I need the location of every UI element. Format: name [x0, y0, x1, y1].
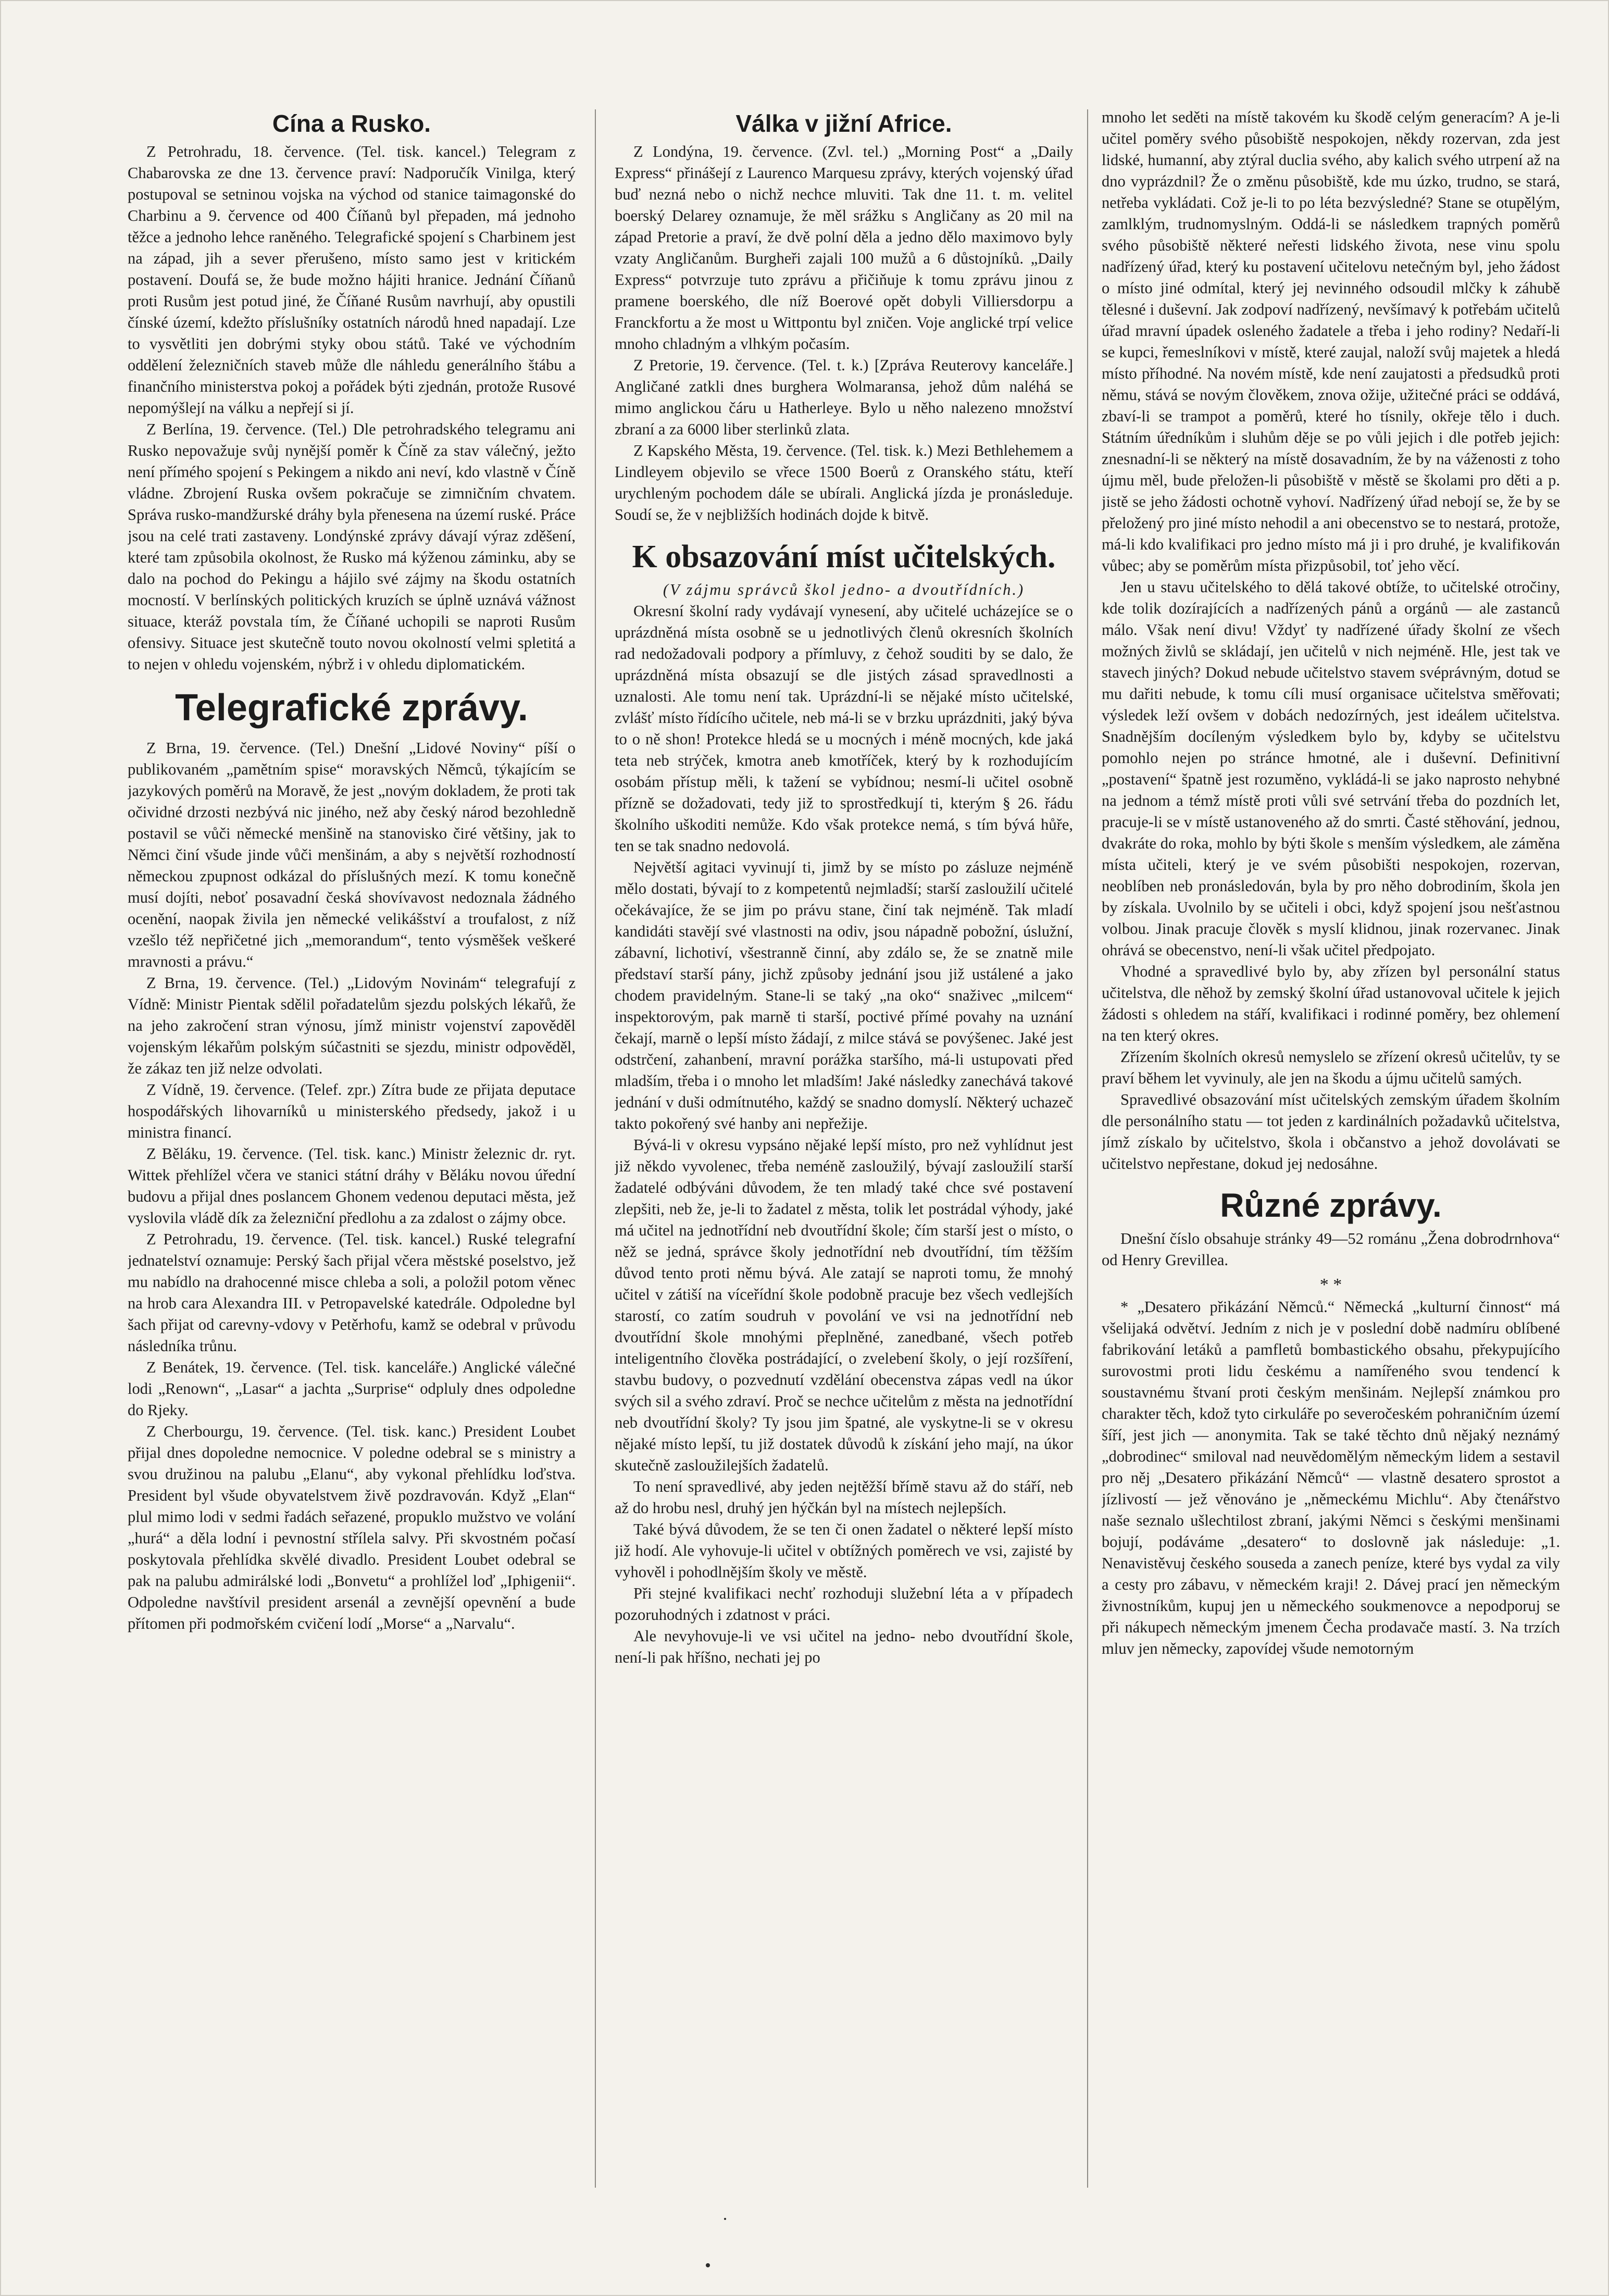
news-item: Z Brna, 19. července. (Tel.) „Lidovým Novinám“ telegrafují z Vídně: Ministr Pientak sdělil pořadatelům sjezdu polských lékařů, že na jeho zakročení stran výnosu, jímž ministr vojenství zapověděl vojenským lékařům polským súčastniti se sjezdu, ministr odpověděl, že zákaz ten již nelze odvolati. [128, 974, 576, 1077]
article-paragraph: Ale nevyhovuje-li ve vsi učitel na jedno- nebo dvoutřídní škole, není-li pak hříšno, nechati jej po [615, 1627, 1073, 1667]
article-paragraph: Největší agitaci vyvinují ti, jimž by se místo po zásluze nejméně mělo dostati, bývají to z kompetentů nejmladší; starší zasloužilí učitelé očekávajíce, že se jim po právu stane, činí tak nejméně. Tak mladí kandidáti stavějí své vlastnosti na odiv, jsou nápadně pobožní, úslužní, zábavní, lichotiví, všestranně činní, aby zdálo se, že se znatně mile představí starší pány, jichž způsoby jednání jsou již ustálené a jako chodem pravidelným. Stane-li se taký „na oko“ snaživec „milcem“ inspektorovým, pak marně ti starší, poctivé přímé povahy na uznání čekají, marně o lepší místo žádají, z milce stává se povýšenec. Jaké jest odstrčení, zahanbení, mravní porážka staršího, má-li ustupovati před mladším, třeba i o mnoho let mladším! Jaké následky zanechává takové jednání v duši odmítnutého, každý se snadno domyslí. Některý uchazeč takto pokořený své hanby ani nepřežije. [615, 858, 1073, 1133]
column-middle [615, 107, 1073, 2201]
news-item: Z Běláku, 19. července. (Tel. tisk. kanc.) Ministr železnic dr. ryt. Wittek přehlížel včera ve stanici státní dráhy v Běláku novou úřední budovu a přijal dnes poslancem Ghonem vedenou deputaci města, jež vyslovila vládě dík za železniční předlohu a za zdalost o zájmy obce. [128, 1144, 576, 1227]
article-paragraph: Spravedlivé obsazování míst učitelských zemským úřadem školním dle personálního statu — tot jeden z kardinálních požadavků učitelstva, jímž získalo by učitelstvo, škola i občanstvo a jehož dovolávati se učitelstvo nepřestane, dokud jej nedosáhne. [1102, 1091, 1560, 1172]
article-paragraph: Také bývá důvodem, že se ten či onen žadatel o některé lepší místo již hodí. Ale vyhovuje-li učitel v obtížných poměrech ve vsi, zajisté by vyhověl i pohodlnějším školy ve městě. [615, 1520, 1073, 1581]
column-right [1102, 107, 1560, 2201]
article-paragraph: Z Berlína, 19. července. (Tel.) Dle petrohradského telegramu ani Rusko nepovažuje svůj nynější poměr k Číně za stav válečný, ježto není přímého spojení s Pekingem a nikdo ani neví, kdo vlastně v Číně vládne. Zbrojení Ruska ovšem pokračuje se zimničním chvatem. Správa rusko-mandžurské dráhy byla přenesena na území ruské. Práce jsou na celé trati zastaveny. Londýnské zprávy dávají výraz zděšení, které tam způsobila okolnost, že Rusko má kýženou záminku, aby se dalo na pochod do Pekingu a hájilo své zájmy na škodu ostatních mocností. V berlínských politických kruzích se úplně uznává vážnost situace, kteráž povstala tím, že Číňané uchopili se naproti Rusům ofensivy. Situace jest skutečně touto novou okolností velmi spletitá a to nejen v ohledu vojenském, nýbrž i v ohledu diplomatickém. [128, 420, 576, 673]
news-item: Z Vídně, 19. července. (Telef. zpr.) Zítra bude ze přijata deputace hospodářských lihovarníků u ministerského předsedy, jakož i u ministra financí. [128, 1080, 576, 1141]
news-item: Z Benátek, 19. července. (Tel. tisk. kanceláře.) Anglické válečné lodi „Renown“, „Lasar“ a jachta „Surprise“ odpluly dnes odpoledne do Rjeky. [128, 1358, 576, 1419]
news-item: Dnešní číslo obsahuje stránky 49—52 románu „Žena dobrodrnhova“ od Henry Grevillea. [1102, 1230, 1560, 1269]
article-subtitle: (V zájmu správců škol jedno- a dvoutřídních.) [663, 581, 1025, 599]
headline-teacher-positions: K obsazování míst učitelských. [632, 539, 1056, 575]
column-rule [595, 109, 596, 2188]
article-paragraph: Okresní školní rady vydávají vynesení, aby učitelé ucházejíce se o uprázdněná místa osobně se u jednotlivých členů okresních školních rad nedožadovali podpory a přímluvy, z čehož souditi by se dalo, že uprázdněná místa obsazují se dle jistých zásad spravedlnosti a uznalosti. Ale tomu není tak. Uprázdní-li se nějaké místo učitelské, zvlášť místo řídícího učitele, neb má-li se v brzku uprázdniti, jaký býva to o ně shon! Protekce hledá se u mocných i méně mocných, kde jaká teta neb strýček, kmotra aneb kmotříček, který by k rozhodujícím osobám přístup měli, k tažení se vybídnou; nesmí-li učitel osobně přízně se dožadovati, tedy již to sprostředkují ti, kterým § 26. řádu školního uškoditi nemůže. Kdo však protekce nemá, s tím bývá hůře, ten se tak snadno nedovolá. [615, 602, 1073, 855]
article-paragraph: Při stejné kvalifikaci nechť rozhoduji služební léta a v případech pozoruhodných i zdatnost v práci. [615, 1584, 1073, 1624]
column-rule [1087, 109, 1088, 2188]
headline-telegraphic-news: Telegrafické zprávy. [175, 687, 528, 729]
article-paragraph: Vhodné a spravedlivé bylo by, aby zřízen byl personální status učitelstva, dle něhož by zemský školní úřad ustanovoval učitele k jejich žádosti s ohledem na stáří, kvalifikaci i rodinné poměry, bez ohlemení na ten který okres. [1102, 963, 1560, 1044]
headline-china-russia: Cína a Rusko. [272, 110, 431, 137]
news-item: Z Pretorie, 19. července. (Tel. t. k.) [Zpráva Reuterovy kanceláře.] Angličané zatkli dnes burghera Wolmaransa, jehož dům naléhá se mimo anglickou čáru u Hatherleye. Bylo u něho nalezeno množství zbraní a za 6000 liber sterlinků zlata. [615, 356, 1073, 439]
headline-war-south-africa: Válka v jižní Africe. [735, 110, 952, 137]
article-paragraph: Jen u stavu učitelského to dělá takové obtíže, to učitelské otročiny, kde tolik dozírajících a nadřízených pánů a orgánů — ale zastanců málo. Však není divu! Vždyť ty nadřízené úřady školní ze všech možných živlů se skládají, jen učitelů v nich nejméně. Hle, jest tak ve stavech jiných? Dokud nebude učitelstvo stavem svéprávným, dotud se mu dařiti nebude, k tomu cíli musí organisace učitelstva směřovati; výsledek leží ovšem v dobách nedozírných, jest ideálem učitelstva. Snadnějším docíleným výsledkem bylo by, kdyby se učitelstvu pomohlo nejen po stránce hmotné, ale i duševní. Definitivní „postavení“ špatně jest rozuměno, vykládá-li se jako naprosto nehybné na jednom a témž místě proti vůli své setrvání třeba do pozdních let, pracuje-li se v místě ustanoveného až do smrti. Časté stěhování, jednou, dvakráte do roka, mohlo by býti škole s menším výsledkem, ale záměna místa učiteli, který je ve svém působišti nespokojen, rozervan, neoblíben neb pronásledován, byla by pro něho dobrodiním, škola jen by získala. Uvolnilo by se učiteli i obci, když spojení jsou nešťastnou volbou. Jinak pracuje člověk s myslí klidnou, jinak rozervanec. Jinak ohrává se obecenstvo, není-li však učitel předpojato. [1102, 578, 1560, 959]
news-item: Z Brna, 19. července. (Tel.) Dnešní „Lidové Noviny“ píší o publikovaném „pamětním spise“ moravských Němců, týkajícím se jazykových poměrů na Moravě, že jest „novým dokladem, že proti tak očividné drzosti nezbývá nic jiného, než aby český národ bezohledně postavil se vůči německé menšině na stanovisko čiré většiny, jak to Němci činí všude jinde vůči menšinám, a aby s největší rozhodností německou zpupnost odkázal do příslušných mezí. K tomu konečně musí dojíti, neboť posavadní česká shovívavost nedoznala žádného ocenění, naopak živila jen německé velikášství a troufalost, z níž vzešlo též nepřičetné jich „memorandum“, tento výsměšek veškeré mravnosti a právu.“ [128, 739, 576, 970]
column-left [128, 107, 576, 2201]
news-item: Z Kapského Města, 19. července. (Tel. tisk. k.) Mezi Bethlehemem a Lindleyem objevilo se vřece 1500 Boerů z Oranského státu, kteří urychleným pochodem dále se ubírali. Anglická jízda je pronásleduje. Soudí se, že v nejbližších hodinách dojde k bitvě. [615, 442, 1073, 524]
article-paragraph: Bývá-li v okresu vypsáno nějaké lepší místo, pro než vyhlídnut jest již někdo vyvolenec, třeba neméně zasloužilý, bývají zasloužilí starší žadatelé odbýváni důvodem, že ten mladý také chce své postavení zlepšiti, neb že, je-li to žadatel z města, tolik let postrádal výhody, jaké má učitel na jednotřídní neb dvoutřídní škole; čím starší jest o místo, o něž se jedná, správce školy jednotřídní neb dvoutřídní, tím těžším důvod tento proti němu bývá. Ale zatají se naproti tomu, že mnohý učitel v zátiší na víceřídní škole podobně pracuje bez všech vedlejších starostí, co zatím soudruh v povolání ve vsi na jednotřídní neb dvoutřídní škole mnohými přeplněné, zanedbané, všech potřeb inteligentního člověka postrádající, o zvelebení školy, o její rozšíření, stavbu budovy, o pozvednutí vzdělání obecenstva zápas vedl na úkor svých sil a svého zdraví. Proč se nechce učitelům z města na jednotřídní neb dvoutřídní školy? Ty jsou jim špatné, ale vyskytne-li se v okresu nějaké místo lepší, tu již dostatek důvodů k získání jeho mají, na úkor skutečně zasloužilejších žadatelů. [615, 1136, 1073, 1475]
section-separator: * * [1319, 1275, 1342, 1295]
scan-speck [724, 2218, 726, 2220]
news-item: Z Londýna, 19. července. (Zvl. tel.) „Morning Post“ a „Daily Express“ přinášejí z Laurenco Marquesu zprávy, kterých vojenský úřad buď nezná nebo o nichž nechce mluviti. Tak dne 11. t. m. velitel boerský Delarey oznamuje, že měl srážku s Angličany as 20 mil na západ Pretorie a praví, že dvě polní děla a jedno dělo maximovo byly vzaty Angličanům. Burgheři zajali 100 mužů a 6 důstojníků. „Daily Express“ potvrzuje tuto zprávu a přičiňuje k tomu zprávu jinou z pramene boerského, dle níž Boerové opět dobyli Villiersdorpu a Franckfortu a že most u Wittpontu byl zničen. Voje anglické trpí velice mnoho chladným a vlhkým počasím. [615, 143, 1073, 353]
scan-speck [706, 2263, 710, 2267]
article-paragraph: To není spravedlivé, aby jeden nejtěžší břímě stavu až do stáří, neb až do hrobu nesl, druhý jen hýčkán byl na místech nejlepších. [615, 1478, 1073, 1517]
news-item: Z Petrohradu, 19. července. (Tel. tisk. kancel.) Ruské telegrafní jednatelství oznamuje: Perský šach přijal včera městské poselstvo, jež mu nabídlo na drahocenné misce chleba a soli, a položil potom věnec na hrob cara Alexandra III. v Petropavelské katedrále. Odpoledne byl šach přijat od carevny-vdovy v Petěrhofu, kamž se odebral v průvodu následníka trůnu. [128, 1230, 576, 1355]
headline-various-news: Různé zprávy. [1220, 1187, 1442, 1224]
news-item: Z Cherbourgu, 19. července. (Tel. tisk. kanc.) President Loubet přijal dnes dopoledne nemocnice. V poledne odebral se s ministry a svou družinou na palubu „Elanu“, aby vykonal přehlídku loďstva. President byl všude obyvatelstvem živě pozdravován. Když „Elan“ plul mimo lodi v sedmi řadách seřazené, propuklo mužstvo ve volání „hurá“ a děla lodní i pevnostní střílela salvy. Při skvostném počasí poskytovala přehlídka skvělé divadlo. President Loubet odebral se pak na palubu admirálské lodi „Bonvetu“ a prohlížel loď „Iphigenii“. Odpoledne navštívil president arsenál a zevnější opevnění a bude přítomen při podmořském cvičení lodí „Morse“ a „Narvalu“. [128, 1422, 576, 1632]
article-paragraph: Zřízením školních okresů nemyslelo se zřízení okresů učitelův, ty se praví během let vyvinuly, ale jen na škodu a újmu učitelů samých. [1102, 1048, 1560, 1087]
article-paragraph: mnoho let seděti na místě takovém ku škodě celým generacím? A je-li učitel poměry svého působiště nespokojen, někdy rozervan, zda jest lidské, humanní, aby ztýral duclia svého, aby kalich svého utrpení až na dno vyprázdnil? Že o změnu působiště, kde mu úzko, trudno, se stará, netřeba vykládati. Což je-li to po léta bezvýsledné? Stane se otupělým, zamlklým, trudnomyslným. Oddá-li se následkem trapných poměrů svého působiště některé neřesti lidského života, nese vinu spolu nadřízený úřad, který ku postavení učitelovu netečným byl, jeho žádost o místo jiné odmítal, který jej nevinného odsoudil mlčky k záhubě tělesné i duševní. Jak zodpoví nadřízený, nevšímavý k potřebám učitelů úřad mravní úpadek osleného žadatele a třeba i jeho rodiny? Nedaří-li se kupci, řemeslníkovi v místě, které zaujal, naloží svůj majetek a hledá místo příhodné. Na novém místě, kde není zaujatosti a předsudků proti němu, stává se novým člověkem, znova ožije, užitečné práci se oddává, zbaví-li se trampot a poměrů, které ho tísnily, okřeje tělo i duch. Státním úředníkům i sluhům děje se po vůli jejich i dle potřeb jejich: znesnadní-li se některý na místě dosavadním, že by na váženosti z toho újmu měl, bude přeložen-li působiště v městě se školami pro děti a p. jistě se jeho žádosti ochotně vyhoví. Nadřízený úřad nebojí se, že by se přeložený pro jiné místo nehodil a ani obecenstvo se to nestará, protože, má-li kdo kvalifikaci pro jedno místo má ji i pro druhé, je kvalifikován vůbec; aby se poměrům místa přizpůsobil, toť jeho věcí. [1102, 108, 1560, 575]
article-paragraph: Z Petrohradu, 18. července. (Tel. tisk. kancel.) Telegram z Chabarovska ze dne 13. července praví: Nadporučík Vinilga, který postupoval se setninou vojska na východ od stanice taimagonské do Charbinu a 9. července od 400 Číňanů byl přepaden, má jednoho těžce a jednoho lehce raněného. Telegrafické spojení s Charbinem jest na západ, jih a sever přerušeno, místo samo jest v kritickém postavení. Doufá se, že bude možno hájiti hranice. Jednání Číňanů proti Rusům jest potud jiné, že Číňané Rusům navrhují, aby opustili čínské území, kdežto příslušníky ostatních národů hned napadají. Lze to vysvětliti jen dobrými styky obou států. Také ve východním oddělení železničních staveb může dle náhledu generálního štábu a finančního ministerstva pokoj a pořádek býti zjednán, protože Rusové nepomýšlejí na válku a nepřejí si jí. [128, 143, 576, 417]
news-item: * „Desatero přikázání Němců.“ Německá „kulturní činnost“ má všelijaká odvětví. Jedním z nich je v poslední době nadmíru oblíbené fabrikování letáků a pamfletů bombastického obsahu, překypujícího surovostmi proti lidu českému a namířeného svou tendencí k soustavnému štvaní proti českým menšinám. Nejlepší známkou pro charakter těch, kdož tyto cirkuláře po severočeském pohraničním území šíří, jest jich — anonymita. Tak se také těchto dnů nějaký neznámý „dobrodinec“ smiloval nad neuvědomělým německým lidem a sestavil pro něj „Desatero přikázání Němců“ — vlastně desatero sprostot a jízlivostí — jež věnováno je „německému Michlu“. Aby čtenářstvo naše seznalo ušlechtilost zbraní, jakými Němci s českými menšinami bojují, podáváme „desatero“ to doslovně jak následuje: „1. Nenavistěvuj českého souseda a zanech peníze, které bys vydal za vily a cesty pro zábavu, v německém kraji! 2. Dávej prací jen německým živnostníkům, kupuj jen u německého soukmenovce a nepodporuj se při nákupech německým jmenem Čecha prodavače mastí. 3. Na trzích mluv jen německy, zapovídej všude nemotorným [1102, 1298, 1560, 1658]
